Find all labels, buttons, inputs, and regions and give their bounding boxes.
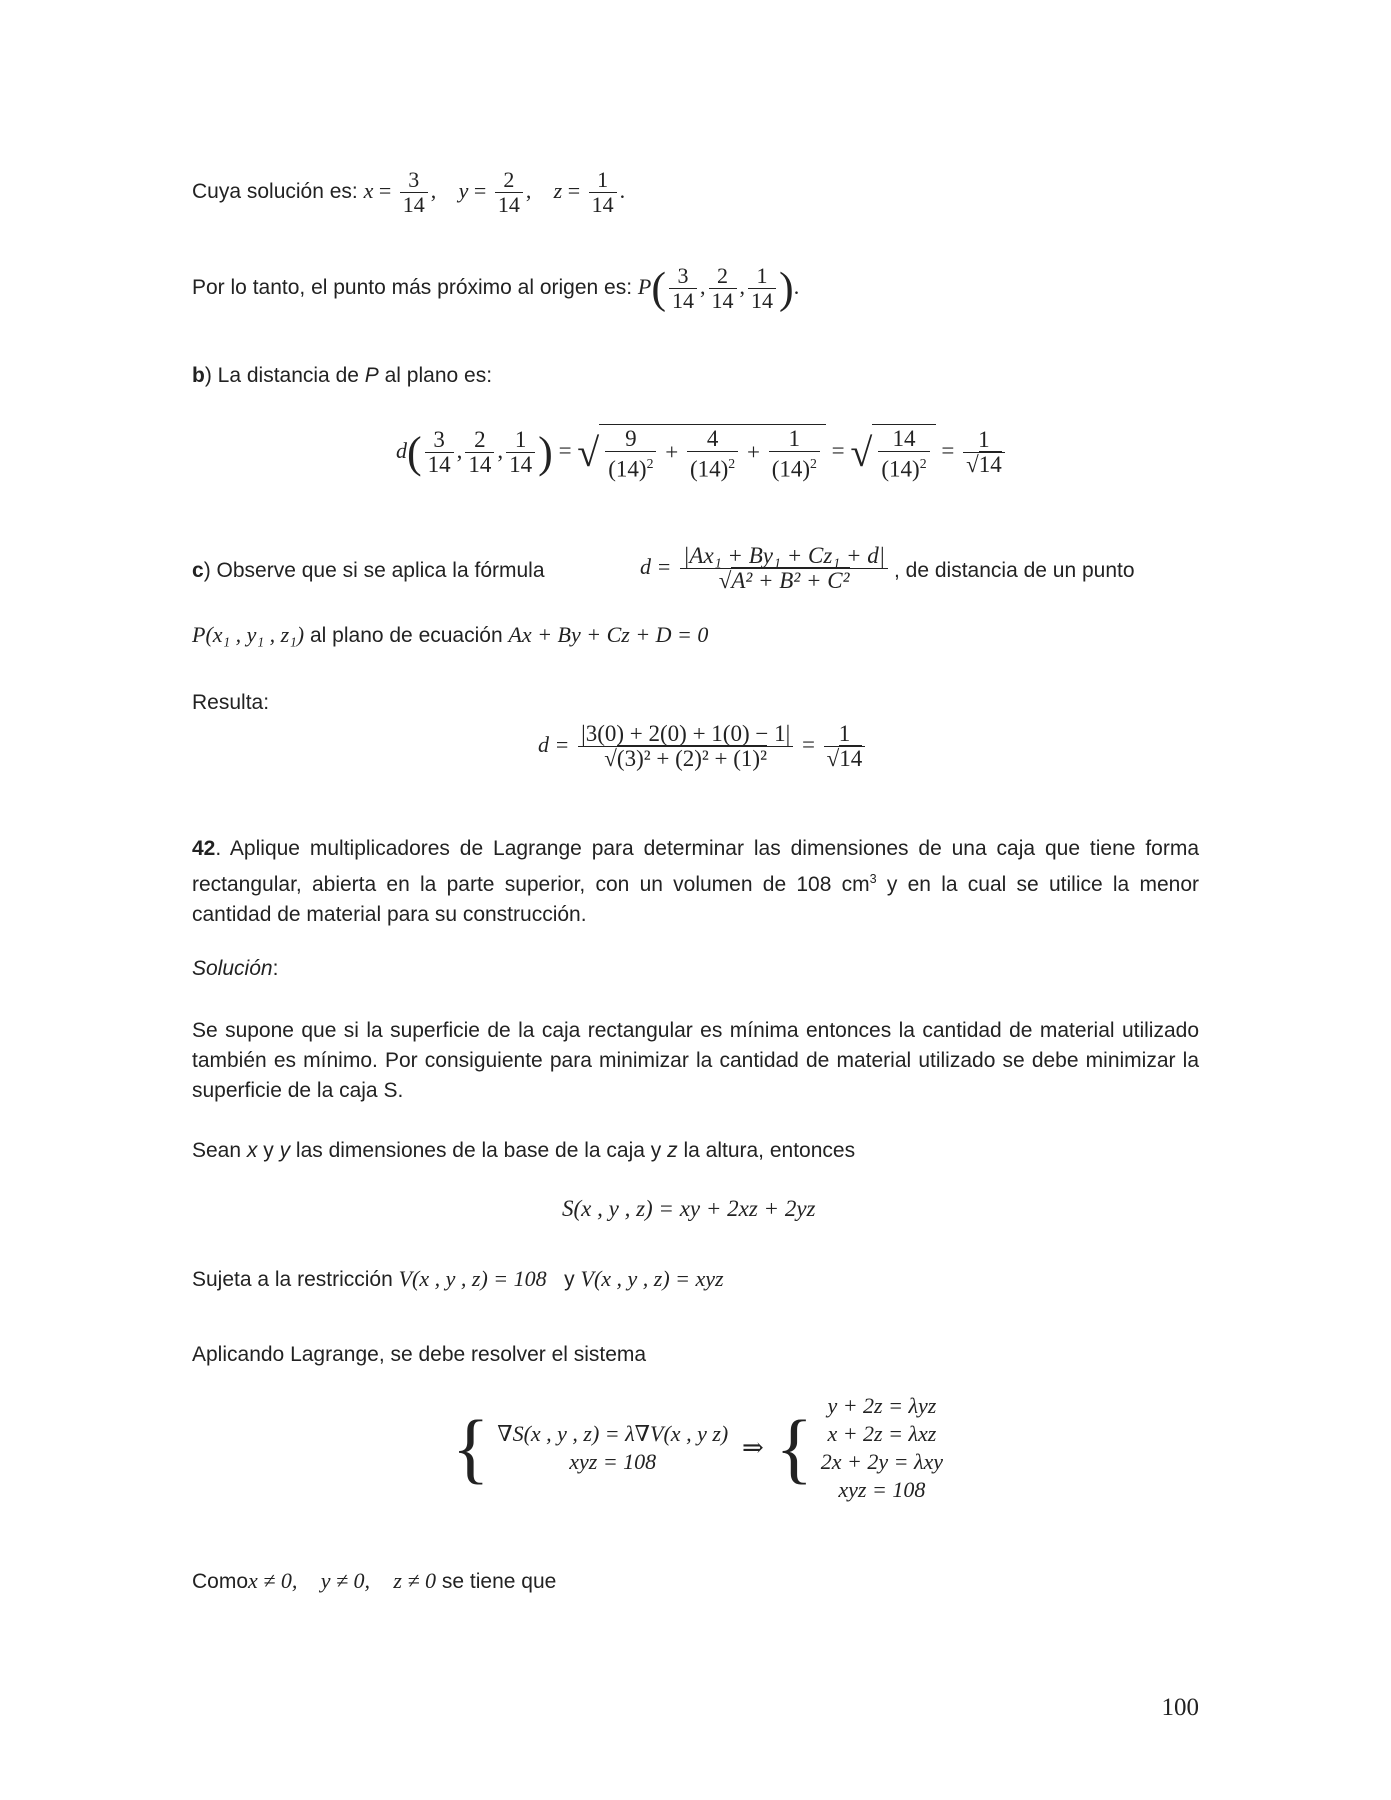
part-c-tail: , de distancia de un punto [894,559,1135,582]
como-line: Comox ≠ 0, y ≠ 0, z ≠ 0 se tiene que [192,1568,557,1593]
sean-line: Sean x y y las dimensiones de la base de la caja y z la altura, entonces [192,1139,856,1162]
aplicando-line: Aplicando Lagrange, se debe resolver el sistema [192,1343,647,1366]
var-z: z [553,178,563,204]
solucion-heading: Solución: [192,957,279,980]
system-right: y + 2z = λyz x + 2z = λxz 2x + 2y = λxy xyz = 108 [820,1393,944,1502]
part-c-letter: c [192,559,204,582]
point-p: P [637,274,652,300]
solution-line: Cuya solución es: x = $\frac{3}{14}$ , y = $\frac{2}{14}$ , z = $\frac{1}{14}$ . [192,167,626,217]
var-y: y [458,178,469,204]
lagrange-system: { ∇S(x , y , z) = λ∇V(x , y z) xyz = 108 ⇒ { y + 2z = λyz x + 2z = λxz 2x + 2y = λxy xyz = 108 [452,1393,944,1502]
part-b-heading: b) La distancia de P al plano es: [192,364,493,387]
part-c-line-1: c) Observe que si se aplica la fórmula [192,559,545,582]
var-x: x [363,178,374,204]
frac-y: $\frac{2}{14}$ [495,168,523,217]
solution-label: Cuya solución es: [192,180,358,204]
restriction-line: Sujeta a la restricción V(x , y , z) = 108 y V(x , y , z) = xyz [192,1266,724,1291]
page-number: 100 [1161,1694,1199,1721]
surface-equation: S(x , y , z) = xy + 2xz + 2yz [562,1196,816,1221]
part-b-letter: b [192,364,205,387]
system-left: ∇S(x , y , z) = λ∇V(x , y z) xyz = 108 [497,1421,729,1474]
problem-42: 42. Aplique multiplicadores de Lagrange para determinar las dimensiones de una caja que tiene forma rectangular, abierta en la parte superior, con un volumen de 108 $cm^3$ y en la cual se utilice la menor cantidad de material para su construcción. [192,837,1200,926]
resulta-equation: d = $\frac{|3(0) + 2(0) + 1(0) - 1|}{\text{√(3)² + (2)² + (1)²}}$ = $\frac{1}{√14}$ [538,722,868,771]
closest-point-line: Por lo tanto, el punto más próximo al origen es: P( $\frac{3}{14}$ , $\frac{2}{14}$ , $\frac{1}{14}$ ). [192,263,800,313]
frac-z: $\frac{1}{14}$ [589,168,617,217]
frac-x: $\frac{3}{14}$ [400,168,428,217]
distance-equation-b: d( $\frac{3}{14}$ , $\frac{2}{14}$ , $\frac{1}{14}$ ) = √ $\frac{9}{(14)^2}$ + $\frac{4}{(14)^2}$ + $\frac{1}{(14)^2}$ = √ $\frac{14}{(14)^2}$ = $\frac{1}{√14}$ [396,424,1008,482]
part-c-line-2: P(x₁ , y₁ , z₁) al plano de ecuación Ax + By + Cz + D = 0 [192,622,709,647]
problem-number: 42 [192,837,216,860]
implies-arrow: ⇒ [741,1433,764,1462]
resulta-label: Resulta: [192,691,270,714]
distance-formula: d = $\frac{\text{|Ax₁ + By₁ + Cz₁ + d|}}{\text{√A² + B² + C²}}$ [640,544,891,593]
paragraph-superficie: Se supone que si la superficie de la caja rectangular es mínima entonces la cantidad de material utilizado también es mínimo. Por consiguiente para minimizar la cantidad de material utilizado se debe minimizar la superficie de la caja S. [192,1019,1199,1102]
closest-point-label: Por lo tanto, el punto más próximo al origen es: [192,276,633,300]
